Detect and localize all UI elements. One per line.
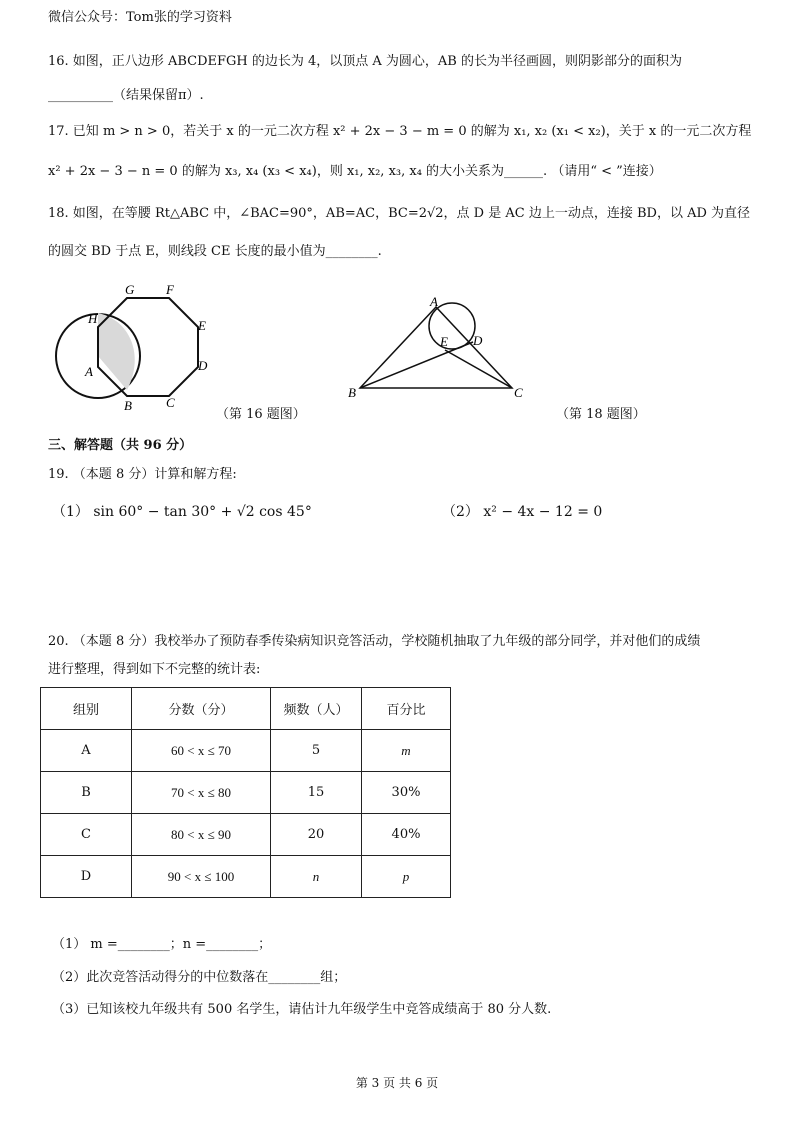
table-cell: 20 <box>271 814 362 856</box>
q20-sub2: （2）此次竞答活动得分的中位数落在________组； <box>52 970 347 985</box>
section-3-title: 三、解答题（共 96 分） <box>48 438 193 453</box>
label-d: D <box>198 358 208 373</box>
figure-16-octagon <box>40 280 240 415</box>
q17-line1: 17. 已知 m > n > 0，若关于 x 的一元二次方程 x² + 2x − 3 − m = 0 的解为 x₁, x₂ (x₁ < x₂)，关于 x 的一元二次方程 <box>48 124 752 139</box>
q20-line1: 20. （本题 8 分）我校举办了预防春季传染病知识竞答活动，学校随机抽取了九年级的部分同学，并对他们的成绩 <box>48 634 701 649</box>
q19-part2: （2） x² − 4x − 12 = 0 <box>442 504 603 520</box>
q19-intro: 19. （本题 8 分）计算和解方程: <box>48 467 237 482</box>
label-c18: C <box>514 385 523 400</box>
table-cell: 80 < x ≤ 90 <box>132 814 271 856</box>
label-b18: B <box>348 385 356 400</box>
shaded-region <box>98 313 135 390</box>
figure-18-triangle <box>340 290 540 402</box>
q20-line2: 进行整理，得到如下不完整的统计表: <box>48 662 261 677</box>
table-cell: 30% <box>362 772 451 814</box>
table-cell: 70 < x ≤ 80 <box>132 772 271 814</box>
table-cell: 15 <box>271 772 362 814</box>
table-row <box>41 730 451 772</box>
table-cell: 40% <box>362 814 451 856</box>
q20-sub1: （1） m =________；n =________； <box>52 937 272 952</box>
table-cell: 60 < x ≤ 70 <box>132 730 271 772</box>
label-a18: A <box>430 294 438 309</box>
table-cell: A <box>41 730 132 772</box>
fig16-caption: （第 16 题图） <box>216 407 306 422</box>
q16-line1: 16. 如图，正八边形 ABCDEFGH 的边长为 4，以顶点 A 为圆心，AB 的长为半径画圆，则阴影部分的面积为 <box>48 54 682 69</box>
label-e: E <box>198 318 206 333</box>
circle-ad <box>429 303 475 349</box>
label-g: G <box>125 282 135 297</box>
table-header: 分数（分） <box>132 688 271 730</box>
q17-line2: x² + 2x − 3 − n = 0 的解为 x₃, x₄ (x₃ < x₄)，则 x₁, x₂, x₃, x₄ 的大小关系为______. （请用“ < ”连接） <box>48 164 662 179</box>
label-d18: D <box>473 333 483 348</box>
table-cell: C <box>41 814 132 856</box>
table-header: 百分比 <box>362 688 451 730</box>
q19-part1: （1） sin 60° − tan 30° + √2 cos 45° <box>52 504 312 520</box>
label-b: B <box>124 398 132 413</box>
stats-table <box>40 687 451 898</box>
table-cell: B <box>41 772 132 814</box>
label-c: C <box>166 395 175 410</box>
label-f: F <box>166 282 174 297</box>
table-header: 频数（人） <box>271 688 362 730</box>
table-cell: m <box>362 730 451 772</box>
table-cell: 90 < x ≤ 100 <box>132 856 271 898</box>
table-row <box>41 814 451 856</box>
page-header: 微信公众号：Tom张的学习资料 <box>48 10 232 25</box>
table-header-row <box>41 688 451 730</box>
label-e18: E <box>440 334 448 349</box>
label-a: A <box>85 364 93 379</box>
table-header: 组别 <box>41 688 132 730</box>
table-cell: D <box>41 856 132 898</box>
table-row <box>41 772 451 814</box>
fig18-caption: （第 18 题图） <box>556 407 646 422</box>
q18-line1: 18. 如图，在等腰 Rt△ABC 中，∠BAC=90°，AB=AC，BC=2√2，点 D 是 AC 边上一动点，连接 BD，以 AD 为直径 <box>48 206 751 221</box>
table-row <box>41 856 451 898</box>
q16-line2: __________（结果保留π）. <box>48 88 204 103</box>
q20-sub3: （3）已知该校九年级共有 500 名学生，请估计九年级学生中竞答成绩高于 80 分人数. <box>52 1002 552 1017</box>
label-h: H <box>88 311 98 326</box>
q18-line2: 的圆交 BD 于点 E，则线段 CE 长度的最小值为________. <box>48 244 382 259</box>
table-cell: 5 <box>271 730 362 772</box>
table-cell: p <box>362 856 451 898</box>
table-cell: n <box>271 856 362 898</box>
page-footer: 第 3 页 共 6 页 <box>355 1076 439 1090</box>
